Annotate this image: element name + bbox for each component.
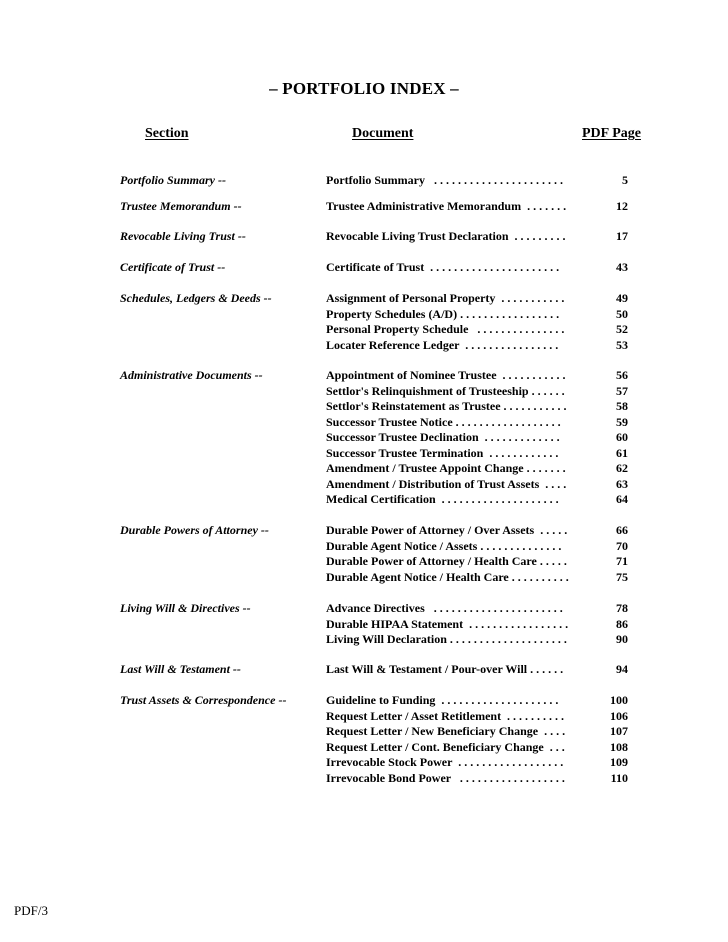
section-label: Revocable Living Trust --: [120, 229, 246, 243]
document-page-number: 60: [616, 430, 628, 444]
document-page-number: 108: [610, 739, 628, 754]
document-page-number: 43: [616, 260, 628, 274]
document-title: Amendment / Distribution of Trust Assets . . . .: [326, 476, 567, 491]
document-title: Request Letter / Cont. Beneficiary Change . . .: [326, 739, 565, 754]
pdf-page-column-header: PDF Page: [582, 126, 641, 141]
document-page-number: 75: [616, 569, 628, 584]
index-group-trustee-memorandum: [0, 199, 728, 215]
document-row[interactable]: [0, 173, 728, 189]
document-title: Irrevocable Bond Power . . . . . . . . . . . . . . . . . .: [326, 770, 565, 785]
document-page-number: 86: [616, 616, 628, 631]
document-row[interactable]: [0, 492, 728, 508]
page-footer: PDF/3: [14, 903, 48, 918]
document-page-number: 59: [616, 414, 628, 429]
section-label: Last Will & Testament --: [120, 662, 241, 676]
document-page-number: 53: [616, 337, 628, 352]
document-page-number: 110: [610, 770, 628, 785]
document-row[interactable]: [0, 430, 728, 446]
section-label: Schedules, Ledgers & Deeds --: [120, 291, 272, 305]
page-title: – PORTFOLIO INDEX –: [269, 79, 459, 98]
section-label: Trust Assets & Correspondence --: [120, 693, 287, 707]
document-page-number: 49: [616, 291, 628, 305]
document-title: Durable Power of Attorney / Health Care . . . . .: [326, 554, 567, 568]
document-row[interactable]: [0, 755, 728, 771]
document-row[interactable]: [0, 617, 728, 633]
document-page-number: 62: [616, 461, 628, 475]
document-row[interactable]: [0, 601, 728, 617]
document-row[interactable]: [0, 693, 728, 709]
document-page-number: 106: [610, 708, 628, 723]
document-title: Medical Certification . . . . . . . . . . . . . . . . . . . .: [326, 492, 559, 506]
document-title: Durable Agent Notice / Assets . . . . . . . . . . . . . .: [326, 538, 562, 553]
document-title: Appointment of Nominee Trustee . . . . . . . . . . .: [326, 368, 566, 382]
document-row[interactable]: [0, 539, 728, 555]
document-row[interactable]: [0, 554, 728, 570]
document-title: Durable HIPAA Statement . . . . . . . . . . . . . . . . .: [326, 616, 569, 631]
document-page-number: 70: [616, 538, 628, 553]
document-row[interactable]: [0, 307, 728, 323]
document-title: Certificate of Trust . . . . . . . . . . . . . . . . . . . . . .: [326, 260, 560, 274]
document-page-number: 50: [616, 306, 628, 321]
document-title: Request Letter / New Beneficiary Change . . . .: [326, 724, 566, 738]
section-label: Trustee Memorandum --: [120, 199, 242, 213]
document-page-number: 52: [616, 322, 628, 336]
document-title: Trustee Administrative Memorandum . . . . . . .: [326, 199, 567, 213]
document-title: Successor Trustee Notice . . . . . . . . . . . . . . . . . .: [326, 414, 561, 429]
document-row[interactable]: [0, 446, 728, 462]
index-group-schedules-ledgers-deeds: [0, 291, 728, 353]
document-page-number: 58: [616, 399, 628, 413]
document-title: Revocable Living Trust Declaration . . . . . . . . .: [326, 229, 566, 243]
index-group-durable-powers-of-attorney: [0, 523, 728, 585]
section-column-header: Section: [145, 126, 189, 141]
document-row[interactable]: [0, 384, 728, 400]
document-page-number: 78: [616, 601, 628, 615]
document-row[interactable]: [0, 368, 728, 384]
document-row[interactable]: [0, 709, 728, 725]
document-row[interactable]: [0, 632, 728, 648]
document-row[interactable]: [0, 740, 728, 756]
index-group-revocable-living-trust: [0, 229, 728, 245]
document-page-number: 109: [610, 755, 628, 769]
document-page-number: 17: [616, 229, 628, 243]
document-title: Assignment of Personal Property . . . . . . . . . . .: [326, 291, 565, 305]
document-page-number: 100: [610, 693, 628, 707]
document-page-number: 107: [610, 724, 628, 738]
index-group-last-will-testament: [0, 662, 728, 678]
index-group-portfolio-summary: [0, 173, 728, 189]
document-page-number: 56: [616, 368, 628, 382]
document-title: Property Schedules (A/D) . . . . . . . . . . . . . . . . .: [326, 306, 560, 321]
document-page-number: 61: [616, 445, 628, 460]
document-row[interactable]: [0, 291, 728, 307]
document-title: Locater Reference Ledger . . . . . . . . . . . . . . . .: [326, 337, 559, 352]
document-page-number: 66: [616, 523, 628, 537]
document-page-number: 90: [616, 632, 628, 646]
document-title: Portfolio Summary . . . . . . . . . . . . . . . . . . . . . .: [326, 173, 563, 187]
document-title: Durable Power of Attorney / Over Assets . . . . .: [326, 523, 568, 537]
document-title: Durable Agent Notice / Health Care . . . . . . . . . .: [326, 569, 569, 584]
section-label: Administrative Documents --: [120, 368, 263, 382]
document-page-number: 71: [616, 554, 628, 568]
document-row[interactable]: [0, 229, 728, 245]
document-row[interactable]: [0, 724, 728, 740]
document-column-header: Document: [352, 126, 414, 141]
index-group-certificate-of-trust: [0, 260, 728, 276]
document-page-number: 5: [622, 173, 628, 187]
document-row[interactable]: [0, 771, 728, 787]
document-title: Successor Trustee Termination . . . . . . . . . . . .: [326, 445, 559, 460]
document-title: Personal Property Schedule . . . . . . . . . . . . . . .: [326, 322, 565, 336]
document-row[interactable]: [0, 338, 728, 354]
document-title: Settlor's Relinquishment of Trusteeship . . . . . .: [326, 383, 565, 398]
document-page-number: 12: [616, 199, 628, 213]
document-row[interactable]: [0, 477, 728, 493]
document-title: Living Will Declaration . . . . . . . . . . . . . . . . . . . .: [326, 632, 567, 646]
document-page-number: 94: [616, 662, 628, 676]
document-row[interactable]: [0, 523, 728, 539]
document-page-number: 64: [616, 492, 628, 506]
document-title: Settlor's Reinstatement as Trustee . . . . . . . . . . .: [326, 399, 567, 413]
section-label: Portfolio Summary --: [120, 173, 227, 187]
section-label: Durable Powers of Attorney --: [120, 523, 269, 537]
document-row[interactable]: [0, 399, 728, 415]
section-label: Living Will & Directives --: [120, 601, 251, 615]
index-group-administrative-documents: [0, 368, 728, 508]
document-title: Last Will & Testament / Pour-over Will . . . . . .: [326, 662, 564, 676]
index-group-trust-assets-correspondence: [0, 693, 728, 786]
document-row[interactable]: [0, 662, 728, 678]
document-title: Advance Directives . . . . . . . . . . . . . . . . . . . . . .: [326, 601, 563, 615]
document-title: Irrevocable Stock Power . . . . . . . . . . . . . . . . . .: [326, 755, 564, 769]
document-title: Request Letter / Asset Retitlement . . . . . . . . . .: [326, 708, 565, 723]
document-row[interactable]: [0, 260, 728, 276]
document-title: Successor Trustee Declination . . . . . . . . . . . . .: [326, 430, 560, 444]
index-group-living-will-directives: [0, 601, 728, 648]
document-row[interactable]: [0, 461, 728, 477]
document-page-number: 57: [616, 383, 628, 398]
document-row[interactable]: [0, 570, 728, 586]
document-title: Guideline to Funding . . . . . . . . . . . . . . . . . . . .: [326, 693, 559, 707]
section-label: Certificate of Trust --: [120, 260, 226, 274]
document-row[interactable]: [0, 199, 728, 215]
document-row[interactable]: [0, 415, 728, 431]
document-page-number: 63: [616, 476, 628, 491]
document-title: Amendment / Trustee Appoint Change . . . . . . .: [326, 461, 566, 475]
document-row[interactable]: [0, 322, 728, 338]
